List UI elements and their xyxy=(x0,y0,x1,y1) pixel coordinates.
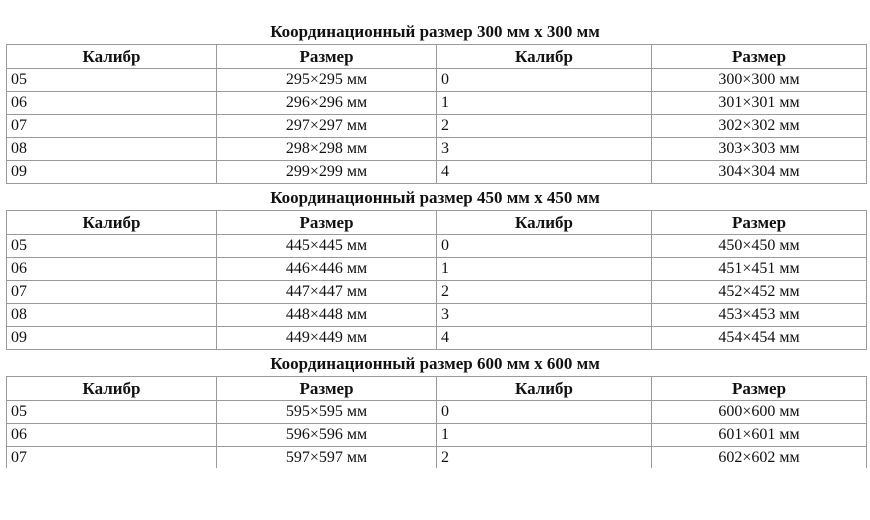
table-row xyxy=(7,424,867,447)
size-cell: 449×449 мм xyxy=(217,327,437,350)
column-header-caliber: Калибр xyxy=(7,45,217,69)
size-cell: 454×454 мм xyxy=(652,327,867,350)
size-cell: 301×301 мм xyxy=(652,92,867,115)
section-title: Координационный размер 450 мм x 450 мм xyxy=(270,188,600,207)
caliber-cell: 09 xyxy=(7,327,217,350)
caliber-cell: 05 xyxy=(7,401,217,424)
caliber-cell: 08 xyxy=(7,304,217,327)
caliber-cell: 3 xyxy=(437,138,652,161)
column-header-size: Размер xyxy=(652,211,867,235)
size-cell: 304×304 мм xyxy=(652,161,867,184)
size-cell: 300×300 мм xyxy=(652,69,867,92)
caliber-cell: 4 xyxy=(437,327,652,350)
caliber-cell: 1 xyxy=(437,424,652,447)
column-header-caliber: Калибр xyxy=(7,211,217,235)
caliber-cell: 0 xyxy=(437,69,652,92)
size-cell: 596×596 мм xyxy=(217,424,437,447)
column-header-size: Размер xyxy=(217,377,437,401)
size-cell: 451×451 мм xyxy=(652,258,867,281)
caliber-cell: 2 xyxy=(437,447,652,469)
size-cell: 446×446 мм xyxy=(217,258,437,281)
size-cell: 595×595 мм xyxy=(217,401,437,424)
size-cell: 597×597 мм xyxy=(217,447,437,469)
size-cell: 452×452 мм xyxy=(652,281,867,304)
size-cell: 448×448 мм xyxy=(217,304,437,327)
size-cell: 445×445 мм xyxy=(217,235,437,258)
section-title: Координационный размер 600 мм x 600 мм xyxy=(270,354,600,373)
column-header-size: Размер xyxy=(652,45,867,69)
table-row xyxy=(7,401,867,424)
size-cell: 447×447 мм xyxy=(217,281,437,304)
caliber-cell: 1 xyxy=(437,258,652,281)
size-cell: 453×453 мм xyxy=(652,304,867,327)
caliber-cell: 4 xyxy=(437,161,652,184)
caliber-cell: 0 xyxy=(437,235,652,258)
column-header-size: Размер xyxy=(652,377,867,401)
caliber-cell: 05 xyxy=(7,235,217,258)
caliber-cell: 1 xyxy=(437,92,652,115)
column-header-size: Размер xyxy=(217,45,437,69)
caliber-cell: 09 xyxy=(7,161,217,184)
caliber-cell: 05 xyxy=(7,69,217,92)
caliber-cell: 06 xyxy=(7,92,217,115)
column-header-caliber: Калибр xyxy=(437,211,652,235)
size-cell: 299×299 мм xyxy=(217,161,437,184)
table-header-row xyxy=(7,377,867,401)
caliber-cell: 06 xyxy=(7,258,217,281)
size-cell: 296×296 мм xyxy=(217,92,437,115)
caliber-cell: 08 xyxy=(7,138,217,161)
column-header-size: Размер xyxy=(217,211,437,235)
caliber-cell: 2 xyxy=(437,115,652,138)
size-cell: 450×450 мм xyxy=(652,235,867,258)
size-cell: 303×303 мм xyxy=(652,138,867,161)
caliber-cell: 07 xyxy=(7,447,217,469)
caliber-cell: 07 xyxy=(7,115,217,138)
size-cell: 600×600 мм xyxy=(652,401,867,424)
caliber-cell: 06 xyxy=(7,424,217,447)
caliber-cell: 07 xyxy=(7,281,217,304)
size-cell: 601×601 мм xyxy=(652,424,867,447)
size-cell: 302×302 мм xyxy=(652,115,867,138)
caliber-cell: 0 xyxy=(437,401,652,424)
size-cell: 297×297 мм xyxy=(217,115,437,138)
column-header-caliber: Калибр xyxy=(437,377,652,401)
size-cell: 295×295 мм xyxy=(217,69,437,92)
size-table xyxy=(6,376,867,468)
size-cell: 602×602 мм xyxy=(652,447,867,469)
size-cell: 298×298 мм xyxy=(217,138,437,161)
column-header-caliber: Калибр xyxy=(7,377,217,401)
caliber-cell: 3 xyxy=(437,304,652,327)
section-title: Координационный размер 300 мм x 300 мм xyxy=(270,22,600,41)
column-header-caliber: Калибр xyxy=(437,45,652,69)
caliber-cell: 2 xyxy=(437,281,652,304)
table-row xyxy=(7,447,867,469)
